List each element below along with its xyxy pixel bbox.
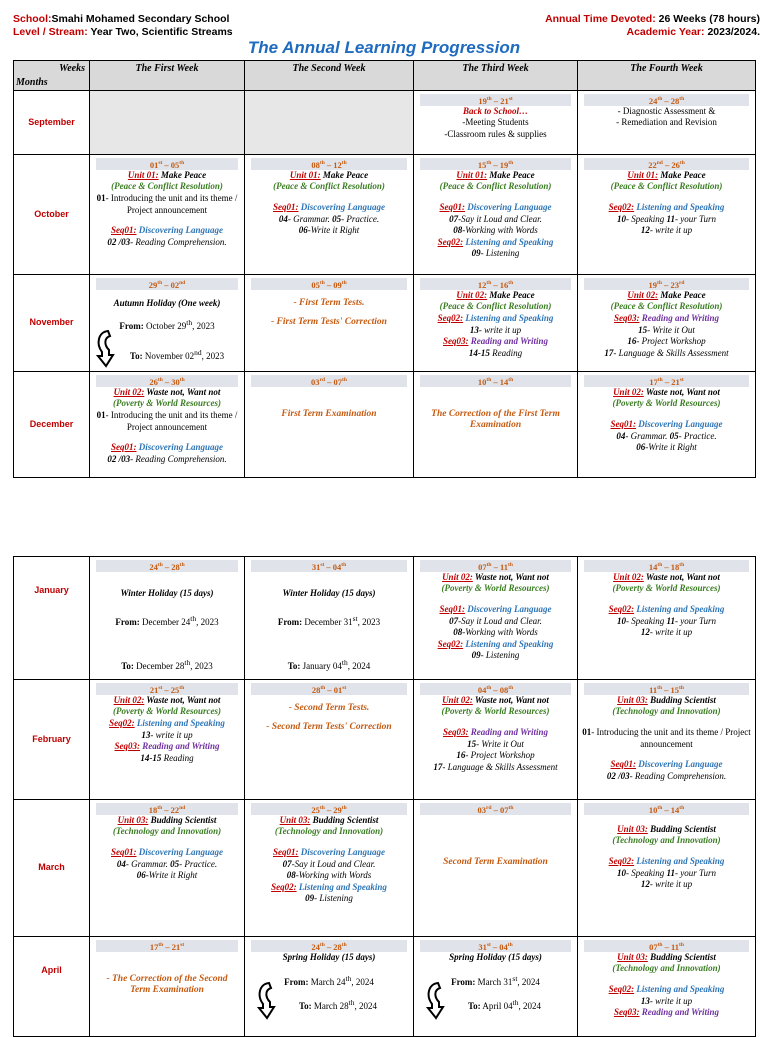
date-range: 01st – 05th [96,158,238,170]
date-range: 08th – 12th [251,158,407,170]
date-range: 25th – 29th [251,803,407,815]
cell-oct-w2: 08th – 12th Unit 01: Make Peace (Peace & Conflict Resolution) Seq01: Discovering Language 04- Grammar. 05- Practice. 06-Write it Right [245,155,414,275]
winter-holiday: Winter Holiday (15 days) [120,587,214,598]
unit-title: Make Peace [158,169,207,180]
header-right [545,13,760,39]
year-value: 2023/2024. [707,26,760,38]
row-april [14,937,756,1037]
cell-dec-w2 [245,372,414,478]
first-term-tests-correction: - First Term Tests' Correction [271,317,387,328]
date-range: 03rd – 07th [420,803,571,815]
cell-jan-w2: 31st – 04th Winter Holiday (15 days) From: December 31st, 2023 To: January 04th, 2024 [245,557,414,680]
cell-sep-w2 [245,91,414,155]
cell-jan-w1: 24th – 28th Winter Holiday (15 days) From: December 24th, 2023 To: December 28th, 2023 [90,557,245,680]
cell-dec-w4: 17th – 21st Unit 02: Waste not, Want not (Poverty & World Resources) Seq01: Discovering Language 04- Grammar. 05- Practice. 06-Write it Right [578,372,756,478]
unit-label: Unit 01: [127,169,159,180]
date-range: 05th – 09th [251,278,407,290]
row-march [14,800,756,937]
plan-table-first-term [13,60,756,478]
date-range: 07th – 11th [420,560,571,572]
month-september: September [14,91,90,155]
date-range: 10th – 14th [584,803,749,815]
cell-apr-w1 [90,937,245,1037]
second-term-tests-correction: - Second Term Tests' Correction [266,722,392,733]
col-second-week: The Second Week [245,61,414,91]
date-range: 12th – 16th [420,278,571,290]
date-range: 11th – 15th [584,683,749,695]
classroom-rules: -Classroom rules & supplies [444,129,547,140]
spring-holiday: Spring Holiday (15 days) [449,951,542,962]
date-range: 29th – 02nd [96,278,238,290]
unit-theme: (Peace & Conflict Resolution) [111,181,223,192]
cell-mar-w2: 25th – 29th Unit 03: Budding Scientist (Technology and Innovation) Seq01: Discovering Language 07-Say it Loud and Clear. 08-Working with Words Seq02: Listening and Speaking 09- Listening [245,800,414,937]
date-range: 19th – 23rd [584,278,749,290]
cell-sep-w3 [414,91,578,155]
cell-mar-w4: 10th – 14th Unit 03: Budding Scientist (Technology and Innovation) Seq02: Listening and Speaking 10- Speaking 11- your Turn 12- write it up [578,800,756,937]
time-value: 26 Weeks (78 hours) [658,13,760,25]
date-range: 14th – 18th [584,560,749,572]
diagnostic-assessment: - Diagnostic Assessment & [617,105,716,116]
month-november: November [14,275,90,372]
date-range: 18th – 22nd [96,803,238,815]
cell-dec-w1: 26th – 30th Unit 02: Waste not, Want not (Poverty & World Resources) 01- Introducing the unit and its theme / Project announcement Seq01: Discovering Language 02 /03- Reading Comprehension. [90,372,245,478]
school-name: Smahi Mohamed Secondary School [51,13,230,25]
row-september [14,91,756,155]
date-range: 21st – 25th [96,683,238,695]
cell-oct-w3: 15th – 19th Unit 01: Make Peace (Peace & Conflict Resolution) Seq01: Discovering Language 07-Say it Loud and Clear. 08-Working with Words Seq02: Listening and Speaking 09- Listening [414,155,578,275]
cell-apr-w2: 24th – 28th Spring Holiday (15 days) From: March 24th, 2024 To: March 28th, 2024 [245,937,414,1037]
curved-arrow-icon [94,328,116,368]
date-range: 19th – 21st [420,94,571,106]
cell-feb-w2 [245,680,414,800]
month-february: February [14,680,90,800]
cell-dec-w3 [414,372,578,478]
weeks-label: Weeks [59,63,85,74]
row-january [14,557,756,680]
back-to-school: Back to School… [462,105,528,116]
cell-mar-w3 [414,800,578,937]
cell-apr-w3: 31st – 04th Spring Holiday (15 days) From: March 31st, 2024 To: April 04th, 2024 [414,937,578,1037]
date-range: 03rd – 07th [251,375,407,387]
cell-feb-w1: 21st – 25th Unit 02: Waste not, Want not (Poverty & World Resources) Seq02: Listening and Speaking 13- write it up Seq03: Reading and Writing 14-15 Reading [90,680,245,800]
second-term-tests: - Second Term Tests. [288,702,370,713]
cell-sep-w1 [90,91,245,155]
seq-title: Discovering Language [136,225,223,236]
school-label: School: [13,13,52,25]
cell-apr-w4: 07th – 11th Unit 03: Budding Scientist (Technology and Innovation) Seq02: Listening and Speaking 13- write it up Seq03: Reading and Writing [578,937,756,1037]
autumn-holiday: Autumn Holiday (One week) [113,297,221,308]
header-left [13,13,233,39]
page-title: The Annual Learning Progression [247,38,521,57]
date-range: 04th – 08th [420,683,571,695]
cell-jan-w4: 14th – 18th Unit 02: Waste not, Want not (Poverty & World Resources) Seq02: Listening and Speaking 10- Speaking 11- your Turn 12- write it up [578,557,756,680]
date-range: 24th – 28th [251,940,407,952]
cell-mar-w1: 18th – 22nd Unit 03: Budding Scientist (Technology and Innovation) Seq01: Discovering Language 04- Grammar. 05- Practice. 06-Write it Right [90,800,245,937]
row-october [14,155,756,275]
first-term-exam-correction: The Correction of the First Term Examination [431,408,560,431]
date-range: 24th – 28th [584,94,749,106]
col-fourth-week: The Fourth Week [578,61,756,91]
row-february [14,680,756,800]
cell-nov-w2 [245,275,414,372]
remediation-revision: - Remediation and Revision [616,117,717,128]
date-range: 17th – 21st [584,375,749,387]
lesson-intro: - Introducing the unit and its theme / Project announcement [105,193,238,215]
date-range: 31st – 04th [251,560,407,572]
cell-nov-w4: 19th – 23rd Unit 02: Make Peace (Peace & Conflict Resolution) Seq03: Reading and Writing 15- Write it Out 16- Project Workshop 17- Language & Skills Assessment [578,275,756,372]
cell-jan-w3: 07th – 11th Unit 02: Waste not, Want not (Poverty & World Resources) Seq01: Discovering Language 07-Say it Loud and Clear. 08-Working with Words Seq02: Listening and Speaking 09- Listening [414,557,578,680]
cell-feb-w4: 11th – 15th Unit 03: Budding Scientist (Technology and Innovation) 01- Introducing the unit and its theme / Project announcement Seq01: Discovering Language 02 /03- Reading Comprehension. [578,680,756,800]
level-label: Level / Stream: [13,26,88,38]
cell-oct-w4: 22nd – 26th Unit 01: Make Peace (Peace & Conflict Resolution) Seq02: Listening and Speaking 10- Speaking 11- your Turn 12- write it up [578,155,756,275]
second-term-exam: Second Term Examination [443,856,548,867]
second-term-exam-correction: - The Correction of the Second Term Examination [106,973,228,996]
month-january: January [14,557,90,680]
month-april: April [14,937,90,1037]
meeting-students: -Meeting Students [462,117,529,128]
plan-table-second-term [13,556,756,1037]
month-march: March [14,800,90,937]
date-range: 17th – 21st [96,940,238,952]
row-december [14,372,756,478]
curved-arrow-icon [255,980,277,1020]
month-december: December [14,372,90,478]
first-term-exam: First Term Examination [281,408,377,419]
cell-nov-w3: 12th – 16th Unit 02: Make Peace (Peace & Conflict Resolution) Seq02: Listening and Speaking 13- write it up Seq03: Reading and Writing 14-15 Reading [414,275,578,372]
cell-sep-w4 [578,91,756,155]
date-range: 22nd – 26th [584,158,749,170]
header-row [14,61,756,91]
curved-arrow-icon [424,980,446,1020]
col-first-week: The First Week [90,61,245,91]
date-range: 10th – 14th [420,375,571,387]
date-range: 28th – 01st [251,683,407,695]
cell-oct-w1: 01st – 05th Unit 01: Make Peace (Peace & Conflict Resolution) 01- Introducing the unit and its theme / Project announcement Seq01: Discovering Language 02 /03- Reading Comprehension. [90,155,245,275]
cell-feb-w3: 04th – 08th Unit 02: Waste not, Want not (Poverty & World Resources) Seq03: Reading and Writing 15- Write it Out 16- Project Workshop 17- Language & Skills Assessment [414,680,578,800]
time-label: Annual Time Devoted: [545,13,656,25]
row-november [14,275,756,372]
col-third-week: The Third Week [414,61,578,91]
date-range: 31st – 04th [420,940,571,952]
date-range: 07th – 11th [584,940,749,952]
level-value: Year Two, Scientific Streams [90,26,233,38]
winter-holiday: Winter Holiday (15 days) [282,587,376,598]
spring-holiday: Spring Holiday (15 days) [282,951,376,962]
date-range: 26th – 30th [96,375,238,387]
year-label: Academic Year: [626,26,705,38]
first-term-tests: - First Term Tests. [293,297,365,308]
cell-nov-w1: 29th – 02nd Autumn Holiday (One week) From: October 29th, 2023 To: November 02nd, 2023 [90,275,245,372]
date-range: 15th – 19th [420,158,571,170]
weeks-months-corner [14,61,90,91]
month-october: October [14,155,90,275]
months-label: Months [16,77,48,89]
date-range: 24th – 28th [96,560,238,572]
